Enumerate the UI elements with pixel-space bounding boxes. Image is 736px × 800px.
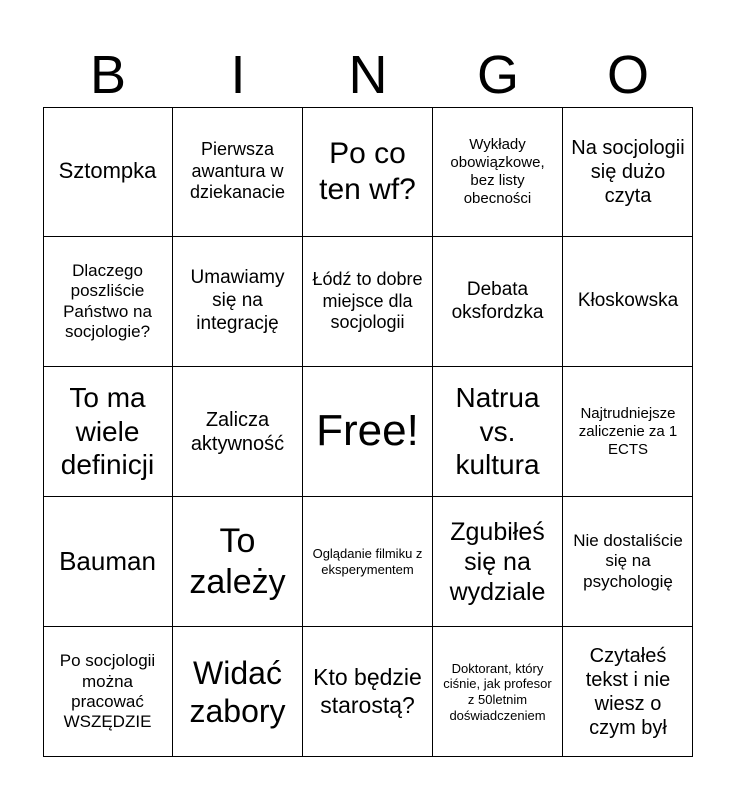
bingo-cell[interactable]: [173, 367, 303, 497]
bingo-cell-text: Kto będzie starostą?: [313, 664, 422, 718]
bingo-cell-text: Na socjologii się dużo czyta: [571, 136, 685, 207]
bingo-cell-text: Łódź to dobre miejsce dla socjologii: [312, 269, 423, 333]
bingo-cell-text: Wykłady obowiązkowe, bez listy obecności: [450, 135, 545, 207]
bingo-cell[interactable]: [173, 107, 303, 237]
bingo-free-cell[interactable]: [303, 367, 433, 497]
bingo-cell-text: Oglądanie filmiku z eksperymentem: [312, 545, 423, 577]
bingo-cell-text: Po socjologii można pracować WSZĘDZIE: [59, 651, 156, 732]
bingo-cell-text: Widać zabory: [189, 654, 286, 729]
header-letter-g: G: [476, 45, 519, 105]
bingo-cell-text: Kłoskowska: [577, 290, 679, 312]
bingo-cell[interactable]: [563, 627, 693, 757]
bingo-cell-text: Natrua vs. kultura: [455, 382, 540, 481]
bingo-cell-text: Po co ten wf?: [319, 136, 416, 206]
bingo-cell-text: Zalicza aktywność: [190, 408, 285, 455]
header-letter-i: I: [230, 45, 246, 105]
bingo-cell-text: Czytałeś tekst i nie wiesz o czym był: [585, 645, 671, 739]
bingo-cell[interactable]: [43, 237, 173, 367]
bingo-cell-text: Najtrudniejsze zaliczenie za 1 ECTS: [578, 404, 678, 458]
header-letter-n: N: [348, 45, 388, 105]
bingo-cell-text: Pierwsza awantura w dziekanacie: [189, 139, 286, 203]
bingo-cell[interactable]: [173, 237, 303, 367]
bingo-cell[interactable]: [563, 107, 693, 237]
bingo-cell[interactable]: [433, 497, 563, 627]
bingo-cell[interactable]: [303, 107, 433, 237]
bingo-cell[interactable]: [563, 237, 693, 367]
header-letter-o: O: [606, 45, 649, 105]
bingo-cell[interactable]: [173, 627, 303, 757]
bingo-cell[interactable]: [43, 627, 173, 757]
bingo-cell-text: Sztompka: [58, 158, 157, 184]
bingo-cell[interactable]: [563, 367, 693, 497]
bingo-cell-text: Free!: [316, 406, 419, 456]
bingo-board: [43, 107, 693, 757]
bingo-cell-text: To ma wiele definicji: [60, 382, 155, 481]
bingo-cell[interactable]: [43, 497, 173, 627]
bingo-cell-text: To zależy: [189, 521, 286, 601]
bingo-header: [43, 42, 693, 108]
bingo-cell-text: Debata oksfordzka: [451, 278, 544, 323]
header-letter-b: B: [89, 45, 127, 105]
bingo-cell[interactable]: [433, 237, 563, 367]
bingo-cell[interactable]: [173, 497, 303, 627]
bingo-cell[interactable]: [303, 237, 433, 367]
bingo-cell-text: Bauman: [59, 545, 156, 576]
bingo-cell[interactable]: [303, 627, 433, 757]
bingo-cell[interactable]: [433, 107, 563, 237]
bingo-cell-text: Doktorant, który ciśnie, jak profesor z 50letnim doświadczeniem: [443, 660, 552, 723]
bingo-cell[interactable]: [43, 107, 173, 237]
bingo-cell[interactable]: [303, 497, 433, 627]
bingo-cell-text: Zgubiłeś się na wydziale: [449, 517, 546, 606]
bingo-cell-text: Nie dostaliście się na psychologię: [573, 530, 683, 591]
bingo-cell[interactable]: [43, 367, 173, 497]
bingo-cell[interactable]: [433, 367, 563, 497]
bingo-cell[interactable]: [563, 497, 693, 627]
bingo-cell-text: Umawiamy się na integrację: [190, 267, 285, 334]
bingo-cell-text: Dlaczego poszliście Państwo na socjologie?: [63, 260, 152, 341]
bingo-cell[interactable]: [433, 627, 563, 757]
